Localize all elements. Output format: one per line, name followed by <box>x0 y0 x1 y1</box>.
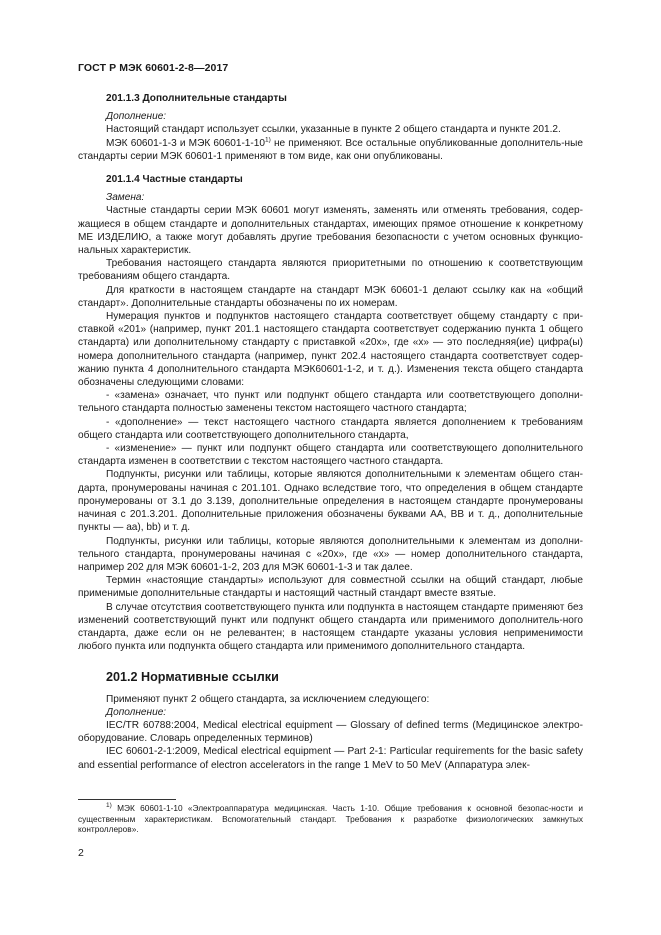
reference-entry: IEC 60601-2-1:2009, Medical electrical equipment — Part 2-1: Particular requirements for the basic safety and essential performance of electron accelerators in the range 1 MeV to 50 MeV (Аппаратура элек- <box>78 746 583 771</box>
paragraph: Нумерация пунктов и подпунктов настоящего стандарта соответствует общему стандарту с при-ставкой «201» (например, пункт 201.1 настоящего стандарта соответствует содержанию пункта 1 общего стандарта) или дополнительному стандарту с приставкой «20х», где «х» — это последняя(ие) цифра(ы) номера дополнительного стандарта (например, пункт 202.4 настоящего стандарта соответствует содер-жанию пункта 4 дополнительного стандарта МЭК60601-1-2, и т. д.). Изменения текста общего стандарта обозначены следующими словами: <box>78 311 583 389</box>
paragraph: В случае отсутствия соответствующего пункта или подпункта в настоящем стандарте применяют без изменений соответствующий пункт или подпункт общего стандарта или применимого дополнитель-ного стандарта, даже если он не релевантен; в настоящем стандарте указаны условия неприменимости любого пункта или подпункта общего стандарта или применимого дополнительного стандарта. <box>78 601 583 653</box>
page-number: 2 <box>78 847 84 859</box>
paragraph: Частные стандарты серии МЭК 60601 могут изменять, заменять или отменять требования, содер-жащиеся в общем стандарте и дополнительных стандартах, имеющих прямое отношение к конкретному МЕ ИЗДЕЛИЮ, а также могут добавлять другие требования безопасности с учетом основных функцио-нальных характеристик. <box>78 205 583 257</box>
footnotes <box>78 799 583 835</box>
paragraph: Настоящий стандарт использует ссылки, указанные в пункте 2 общего стандарта и пункте 201.2. <box>106 124 561 136</box>
paragraph: Подпункты, рисунки или таблицы, которые являются дополнительными к элементам общего стан-дарта, пронумерованы начиная с 201.101. Однако вследствие того, что определения в общем стандарте пронумерованы от 3.1 до 3.139, дополнительные определения в настоящем стандарте пронумерованы начиная с 201.3.201. Дополнительные приложения обозначены буквами АА, ВВ и т. д., дополнительные пункты — аа), bb) и т. д. <box>78 469 583 534</box>
paragraph-text: МЭК 60601-1-3 и МЭК 60601-1-10 <box>106 137 266 149</box>
paragraph-with-footnote-ref <box>78 137 583 163</box>
footnote-divider <box>78 799 176 800</box>
section-heading-201-2: 201.2 Нормативные ссылки <box>106 670 279 685</box>
reference-entry: IEC/TR 60788:2004, Medical electrical equipment — Glossary of defined terms (Медицинское электро-оборудование. Словарь определенных терминов) <box>78 719 583 745</box>
paragraph-text-tail: не применяют. Все остальные опубликованные дополнитель-ные стандарты серии МЭК 60601-1 применяют в том виде, как они опубликованы. <box>78 137 583 162</box>
footnote-reference[interactable]: 1) <box>265 136 271 144</box>
paragraph: Применяют пункт 2 общего стандарта, за исключением следующего: <box>106 693 430 705</box>
paragraph: Термин «настоящие стандарты» используют для совместной ссылки на общий стандарт, любые применимые дополнительные стандарты и настоящий частный стандарт вместе взятые. <box>78 575 583 600</box>
list-item: - «изменение» — пункт или подпункт общего стандарта или соответствующего дополнительного стандарта изменен в соответствии с текстом настоящего частного стандарта. <box>78 443 583 468</box>
section-heading-201-1-3: 201.1.3 Дополнительные стандарты <box>106 93 287 104</box>
paragraph: Подпункты, рисунки или таблицы, которые являются дополнительными к элементам из дополни-тельного стандарта, пронумерованы начиная с «20х», где «х» — номер дополнительного стандарта, например 202 для МЭК 60601-1-2, 203 для МЭК 60601-1-3 и так далее. <box>78 535 583 573</box>
paragraph-label-addition: Дополнение: <box>106 706 167 718</box>
paragraph-label-addition: Дополнение: <box>106 111 167 123</box>
document-body <box>78 92 583 772</box>
list-item: - «дополнение» — текст настоящего частного стандарта является дополнением к требованиям общего стандарта или соответствующего дополнительного стандарта, <box>78 416 583 441</box>
paragraph-label-replacement: Замена: <box>106 192 145 204</box>
footnote <box>78 803 583 835</box>
paragraph: Требования настоящего стандарта являются приоритетными по отношению к соответствующим требованиям общего стандарта. <box>78 258 583 283</box>
document-header: ГОСТ Р МЭК 60601-2-8—2017 <box>78 62 229 74</box>
paragraph: Для краткости в настоящем стандарте на стандарт МЭК 60601-1 делают ссылку как на «общий стандарт». Дополнительные стандарты обозначены по их номерам. <box>78 284 583 309</box>
footnote-text: МЭК 60601-1-10 «Электроаппаратура медицинская. Часть 1-10. Общие требования к основной безопас-ности и существенным характеристикам. Вспомогательный стандарт. Требования к разработке физиологических замкнутых контроллеров». <box>78 803 583 835</box>
footnote-mark: 1) <box>106 802 112 810</box>
section-heading-201-1-4: 201.1.4 Частные стандарты <box>106 174 243 186</box>
list-item: - «замена» означает, что пункт или подпункт общего стандарта или соответствующего дополни-тельного стандарта полностью заменены текстом настоящего частного стандарта; <box>78 390 583 415</box>
